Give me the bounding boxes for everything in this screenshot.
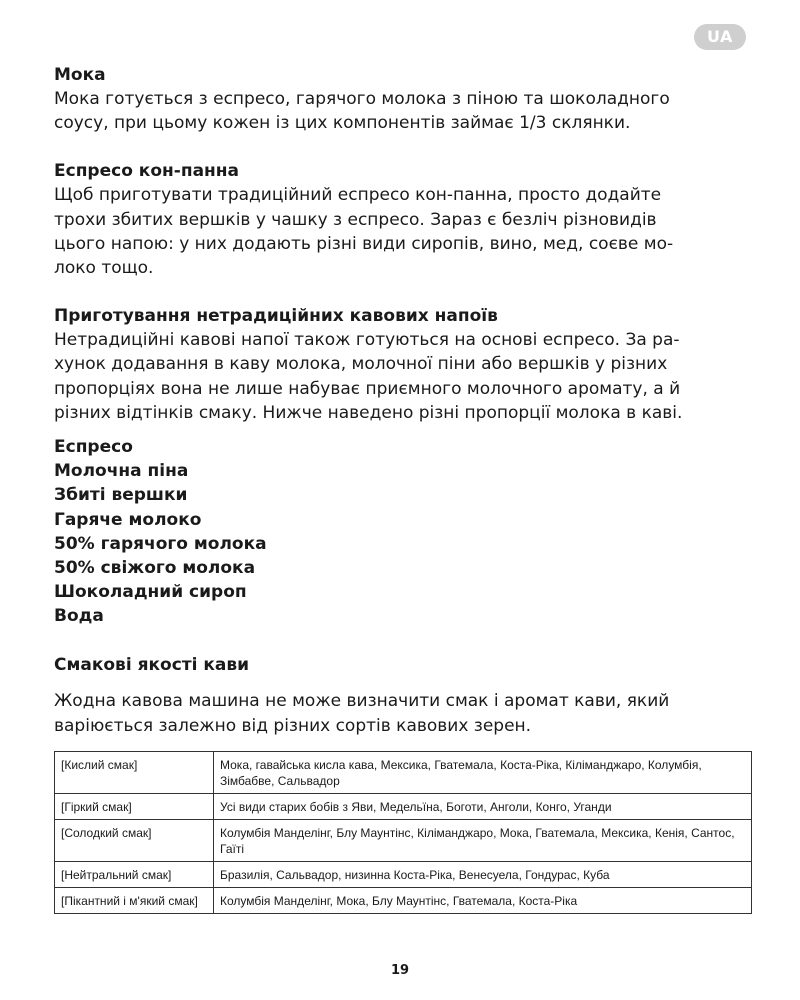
taste-cell: [Кислий смак]: [55, 752, 214, 794]
language-badge: UA: [694, 24, 746, 50]
section-con-panna: [54, 159, 754, 280]
section-mocha: [54, 63, 754, 135]
text-line: хунок додавання в каву молока, молочної піни або вершків у різних: [54, 354, 668, 375]
text-line: різних відтінків смаку. Нижче наведено різні пропорції молока в каві.: [54, 402, 683, 423]
taste-cell: [Гіркий смак]: [55, 794, 214, 820]
page-number: 19: [390, 963, 410, 978]
section-text-tasting: [54, 689, 754, 739]
table-row: [55, 752, 752, 794]
section-text-con-panna: [54, 183, 754, 280]
text-line: Нетрадиційні кавові напої також готуються на основі еспресо. За ра-: [54, 330, 680, 351]
text-line: Щоб приготувати традиційний еспресо кон-панна, просто додайте: [54, 185, 662, 206]
origins-cell: Усі види старих бобів з Яви, Медельїна, Боготи, Анголи, Конго, Уганди: [214, 794, 752, 820]
ingredient-list: [54, 435, 754, 629]
section-title-con-panna: Еспресо кон-панна: [54, 161, 240, 182]
section-title-tasting: Смакові якості кави: [54, 654, 250, 675]
section-nontraditional: [54, 304, 754, 425]
table-row: [55, 820, 752, 862]
taste-cell: [Пікантний і м'який смак]: [55, 888, 214, 914]
origins-cell: Бразилія, Сальвадор, низинна Коста-Ріка, Венесуела, Гондурас, Куба: [214, 862, 752, 888]
section-tasting: [54, 653, 754, 739]
origins-cell: Мока, гавайська кисла кава, Мексика, Гватемала, Коста-Ріка, Кіліманджаро, Колумбія, Зімбабве, Сальвадор: [214, 752, 752, 794]
ingredient-item: Вода: [54, 606, 104, 627]
ingredient-item: Еспресо: [54, 437, 133, 458]
taste-table: [54, 751, 752, 914]
taste-cell: [Нейтральний смак]: [55, 862, 214, 888]
section-text-nontraditional: [54, 328, 754, 425]
text-line: цього напою: у них додають різні види сиропів, вино, мед, соєве мо-: [54, 233, 674, 254]
section-text-mocha: [54, 87, 754, 135]
text-line: пропорціях вона не лише набуває приємного молочного аромату, а й: [54, 378, 681, 399]
ingredient-item: 50% свіжого молока: [54, 558, 256, 579]
ingredient-item: Збиті вершки: [54, 485, 188, 506]
text-line: локо тощо.: [54, 258, 154, 279]
ingredient-item: 50% гарячого молока: [54, 533, 267, 554]
text-line: варіюється залежно від різних сортів кавових зерен.: [54, 715, 532, 736]
page-content: [54, 63, 754, 739]
ingredient-item: Гаряче молоко: [54, 509, 202, 530]
table-row: [55, 794, 752, 820]
taste-cell: [Солодкий смак]: [55, 820, 214, 862]
ingredient-item: Шоколадний сироп: [54, 582, 247, 603]
section-title-nontraditional: Приготування нетрадиційних кавових напоїв: [54, 306, 498, 327]
text-line: трохи збитих вершків у чашку з еспресо. Зараз є безліч різновидів: [54, 209, 657, 230]
ingredient-item: Молочна піна: [54, 461, 189, 482]
section-title-mocha: Мока: [54, 65, 106, 85]
table-row: [55, 888, 752, 914]
text-line: Жодна кавова машина не може визначити смак і аромат кави, який: [54, 690, 670, 711]
origins-cell: Колумбія Манделінг, Мока, Блу Маунтінс, Гватемала, Коста-Ріка: [214, 888, 752, 914]
text-line: соусу, при цьому кожен із цих компонентів займає 1/3 склянки.: [54, 113, 631, 134]
text-line: Мока готується з еспресо, гарячого молока з піною та шоколадного: [54, 89, 670, 109]
table-row: [55, 862, 752, 888]
origins-cell: Колумбія Манделінг, Блу Маунтінс, Кіліманджаро, Мока, Гватемала, Мексика, Кенія, Сантос, Гаїті: [214, 820, 752, 862]
